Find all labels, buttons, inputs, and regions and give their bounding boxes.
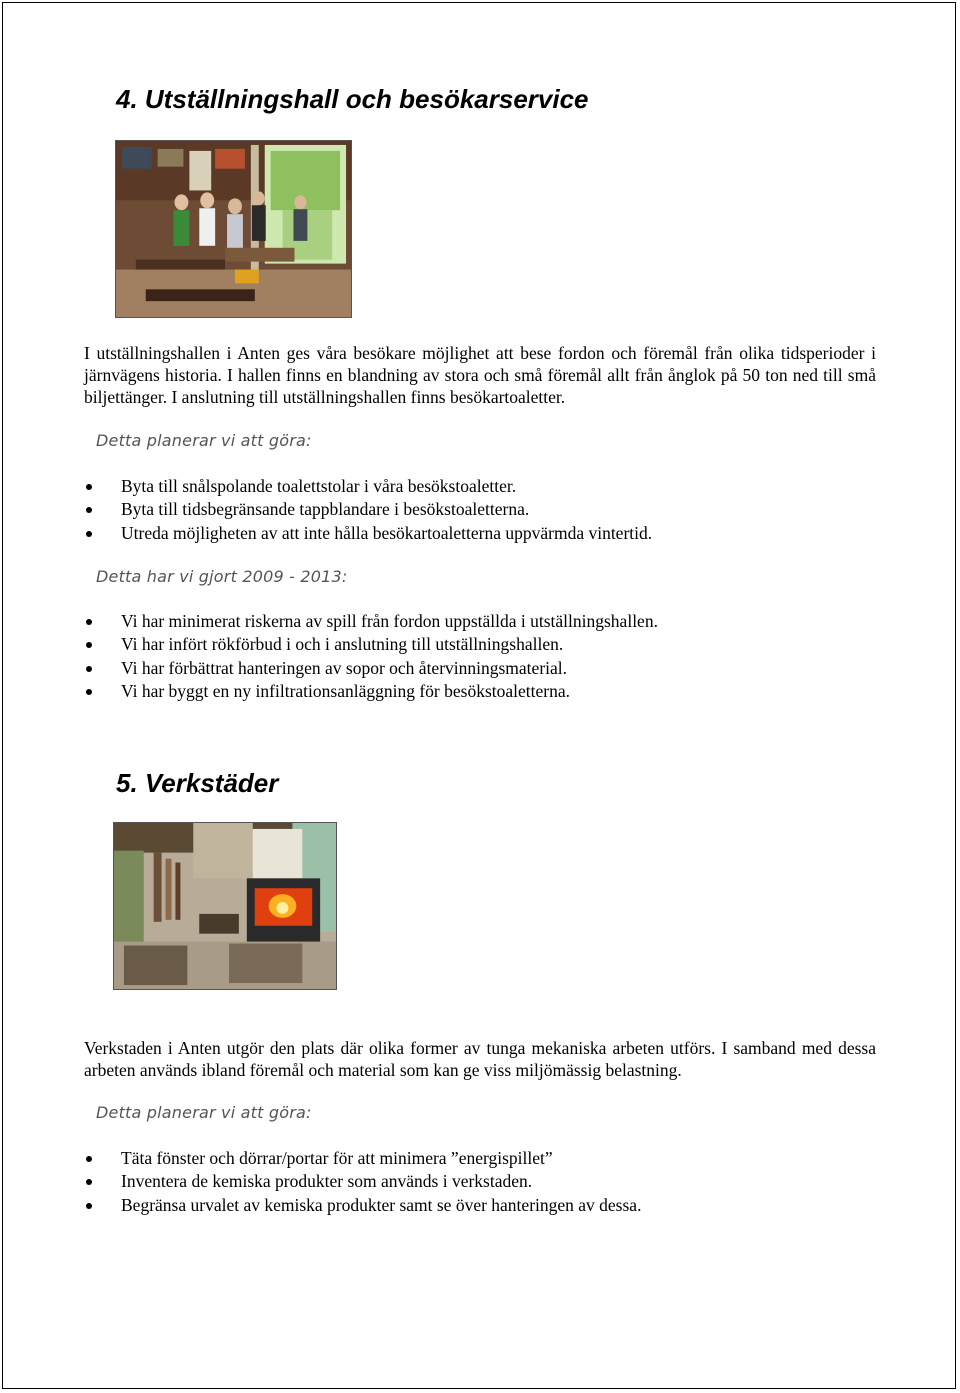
list-item: Vi har minimerat riskerna av spill från fordon uppställda i utställningshallen. xyxy=(84,610,658,633)
list-item: Utreda möjligheten av att inte hålla besökartoaletterna uppvärmda vintertid. xyxy=(84,522,652,545)
list-item: Täta fönster och dörrar/portar för att minimera ”energispillet” xyxy=(84,1147,641,1170)
section-5-heading: 5. Verkstäder xyxy=(116,768,279,798)
list-item: Vi har infört rökförbud i och i anslutning till utställningshallen. xyxy=(84,633,658,656)
section-4-done-heading: Detta har vi gjort 2009 - 2013: xyxy=(96,567,348,586)
list-item: Vi har byggt en ny infiltrationsanläggning för besökstoaletterna. xyxy=(84,680,658,703)
section-4-done-list xyxy=(84,610,658,703)
section-5-planned-list xyxy=(84,1147,641,1217)
list-item: Byta till tidsbegränsande tappblandare i besökstoaletterna. xyxy=(84,498,652,521)
section-5-planned-heading: Detta planerar vi att göra: xyxy=(96,1103,312,1122)
section-4-planned-list xyxy=(84,475,652,545)
exhibition-hall-photo xyxy=(115,140,352,318)
section-4-heading: 4. Utställningshall och besökarservice xyxy=(116,84,589,114)
section-5-paragraph: Verkstaden i Anten utgör den plats där olika former av tunga mekaniska arbeten utförs. I samband med dessa arbeten används ibland föremål och material som kan ge viss miljömässig belastning. xyxy=(84,1038,876,1080)
list-item: Byta till snålspolande toalettstolar i våra besökstoaletter. xyxy=(84,475,652,498)
list-item: Begränsa urvalet av kemiska produkter samt se över hanteringen av dessa. xyxy=(84,1194,641,1217)
section-4-paragraph: I utställningshallen i Anten ges våra besökare möjlighet att bese fordon och föremål från olika tidsperioder i järnvägens historia. I hallen finns en blandning av stora och små föremål allt från ånglok på 50 ton ned till små biljettänger. I anslutning till utställningshallen finns besökartoaletter. xyxy=(84,343,876,407)
workshop-photo xyxy=(113,822,337,990)
section-4-planned-heading: Detta planerar vi att göra: xyxy=(96,431,312,450)
list-item: Vi har förbättrat hanteringen av sopor och återvinningsmaterial. xyxy=(84,657,658,680)
list-item: Inventera de kemiska produkter som används i verkstaden. xyxy=(84,1170,641,1193)
